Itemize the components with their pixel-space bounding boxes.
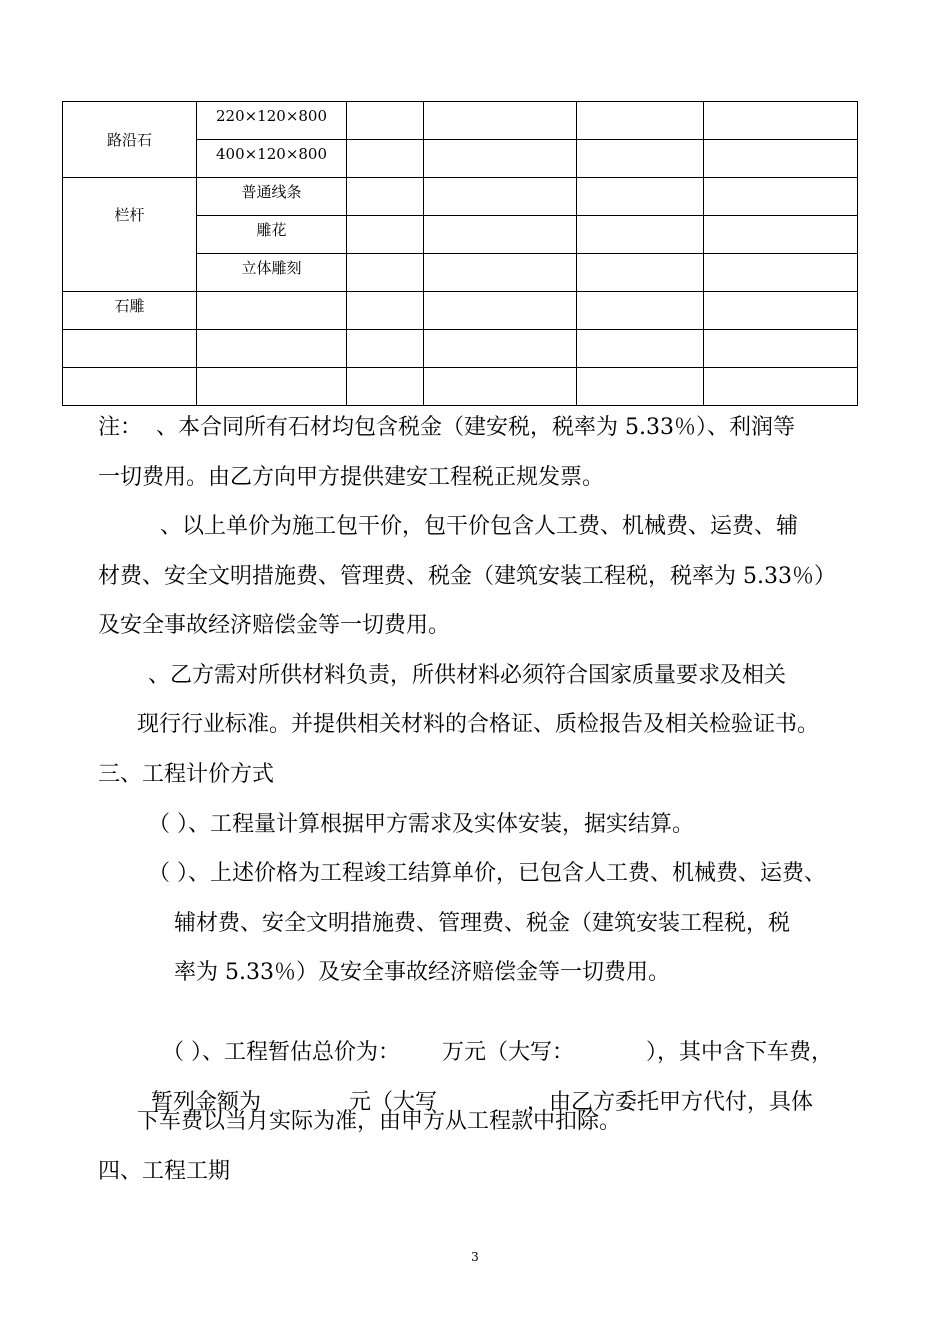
section-3-item-3-line-3: 下车费以当月实际为准，由甲方从工程款中扣除。 <box>137 1109 622 1134</box>
table-row <box>63 102 858 140</box>
table-cell-spec: 220×120×800 <box>197 102 347 140</box>
table-cell-name: 栏杆 <box>63 178 197 292</box>
table-cell-spec: 400×120×800 <box>197 140 347 178</box>
page-number: 3 <box>471 1250 479 1264</box>
table-row <box>63 292 858 330</box>
provisional-unit: 元（大写 <box>349 1090 438 1115</box>
section-3-item-2-line-1: （ ）、上述价格为工程竣工结算单价，已包含人工费、机械费、运费、 <box>148 861 826 886</box>
table-cell-spec <box>197 292 347 330</box>
section-3-item-2-line-2: 辅材费、安全文明措施费、管理费、税金（建筑安装工程税，税 <box>174 911 791 936</box>
table-cell-name: 路沿石 <box>63 102 197 178</box>
table-row <box>63 178 858 216</box>
section-3-heading: 三、工程计价方式 <box>98 762 275 787</box>
table-cell-spec <box>197 368 347 406</box>
table-cell-name: 石雕 <box>63 292 197 330</box>
table-cell-spec: 雕花 <box>197 216 347 254</box>
section-3-item-2-line-3: 率为 5.33％）及安全事故经济赔偿金等一切费用。 <box>174 960 670 985</box>
note-1-line-2: 一切费用。由乙方向甲方提供建安工程税正规发票。 <box>98 465 605 490</box>
note-2-line-3: 及安全事故经济赔偿金等一切费用。 <box>98 613 451 638</box>
section-3-item-1: （ ）、工程量计算根据甲方需求及实体安装，据实结算。 <box>148 812 694 837</box>
price-table <box>62 101 858 406</box>
note-2-line-1: 、以上单价为施工包干价，包干价包含人工费、机械费、运费、辅 <box>160 514 799 539</box>
note-3-line-1: 、乙方需对所供材料负责，所供材料必须符合国家质量要求及相关 <box>148 663 787 688</box>
estimate-tail: ），其中含下车费， <box>646 1040 834 1065</box>
table-cell-name <box>63 368 197 406</box>
note-2-line-2: 材费、安全文明措施费、管理费、税金（建筑安装工程税，税率为 5.33％） <box>98 564 836 589</box>
table-row <box>63 368 858 406</box>
note-1-line-1: 注： 、本合同所有石材均包含税金（建安税，税率为 5.33％）、利润等 <box>98 415 795 440</box>
provisional-label: 暂列金额为 <box>151 1090 262 1115</box>
provisional-tail: ，由乙方委托甲方代付，具体 <box>527 1090 814 1115</box>
table-cell-spec: 立体雕刻 <box>197 254 347 292</box>
table-cell-name <box>63 330 197 368</box>
estimate-label: （ ）、工程暂估总价为： <box>162 1040 400 1065</box>
note-3-line-2: 现行行业标准。并提供相关材料的合格证、质检报告及相关检验证书。 <box>137 712 820 737</box>
table-cell-spec: 普通线条 <box>197 178 347 216</box>
table-cell-spec <box>197 330 347 368</box>
table-row <box>63 330 858 368</box>
estimate-unit: 万元（大写： <box>442 1040 575 1065</box>
section-4-heading: 四、工程工期 <box>98 1159 231 1184</box>
